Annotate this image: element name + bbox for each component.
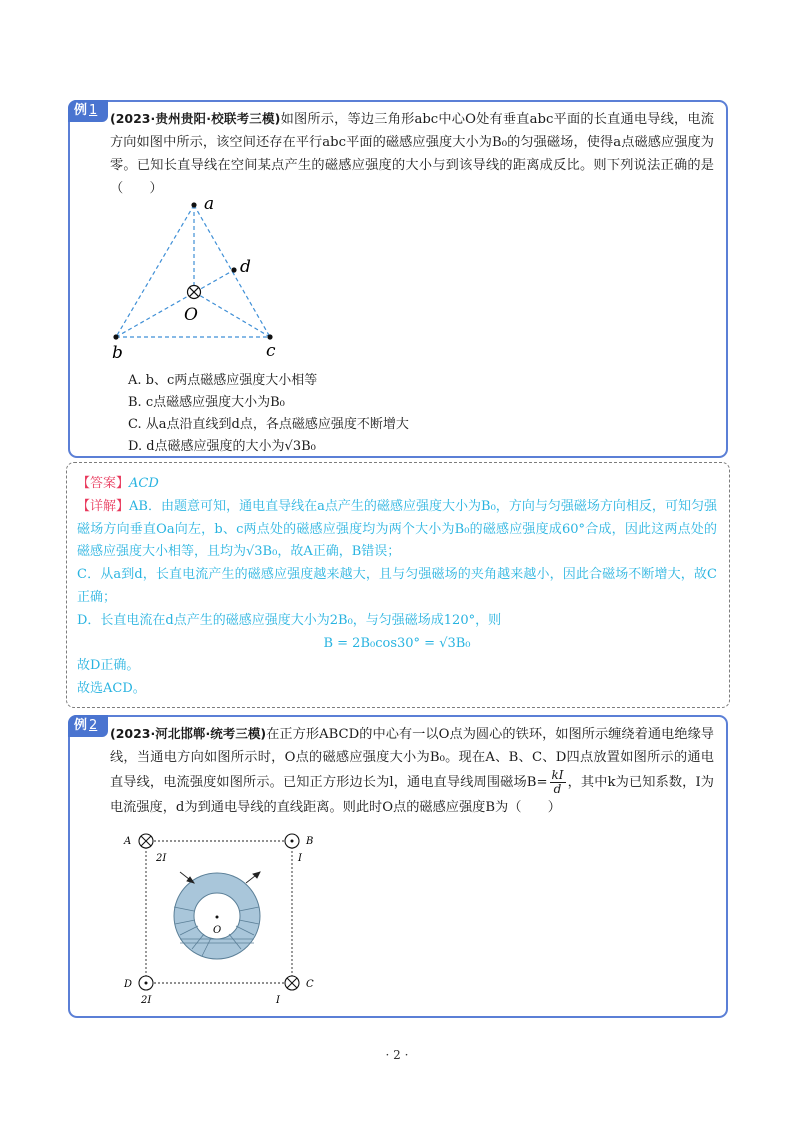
- current-into-page-icon: [188, 286, 201, 299]
- label-d: d: [240, 257, 251, 277]
- point-o: [216, 916, 219, 919]
- detail-line-5: 故选ACD。: [77, 681, 146, 697]
- answer-line: [77, 473, 717, 496]
- label-b: b: [112, 343, 123, 362]
- point-a: [191, 202, 196, 207]
- detail-line-1: 【详解】AB．由题意可知，通电直导线在a点产生的磁感应强度大小为B₀，方向与匀强磁场方向相反，可知匀强磁场方向垂直Oa向左，b、c两点处的磁感应强度均为两个大小为B₀的磁感应强度成60°合成，因此这两点处的磁感应强度大小相等，且均为√3B₀，故A正确，B错误；: [77, 498, 717, 560]
- example-2-card: [68, 715, 728, 1018]
- page-number: · 2 ·: [385, 1048, 409, 1062]
- question-source: (2023·贵州贵阳·校联考三模): [110, 111, 281, 126]
- wire-d-out-of-page-icon: [139, 976, 153, 990]
- question-stem: (2023·河北邯郸·统考三模)在正方形ABCD的中心有一以O点为圆心的铁环，如图所示缠绕着通电绝缘导线，当通电方向如图所示时，O点的磁感应强度大小为B₀。现在A、B、C、D四点放置如图所示的通电直导线，电流强度如图所示。已知正方形边长为l，通电直导线周围磁场B= $\frac{kI}{d}$ ，其中k为已知系数，I为电流强度，d为到通电导线的直线距离。则此时O点的磁感应强度B为（ ）: [110, 726, 714, 815]
- point-d: [231, 267, 236, 272]
- example-tag: 例 2: [68, 715, 108, 737]
- label-A: A: [124, 836, 132, 847]
- answer-box: [66, 462, 730, 708]
- fraction: $\frac{kI}{d}$: [551, 768, 564, 796]
- answer-label: 【答案】: [77, 476, 130, 491]
- square-ring-figure: [110, 827, 340, 1017]
- label-C: C: [306, 979, 314, 990]
- detail-line-2: C．从a到d，长直电流产生的磁感应强度越来越大，且与匀强磁场的夹角越来越小，因此合磁场不断增大，故C正确；: [77, 567, 717, 605]
- label-o: O: [213, 925, 222, 936]
- current-A: 2I: [156, 853, 167, 864]
- question-source: (2023·河北邯郸·统考三模): [110, 726, 267, 741]
- detail-line-3: D．长直电流在d点产生的磁感应强度大小为2B₀，与匀强磁场成120°，则: [77, 612, 502, 628]
- point-b: [113, 334, 118, 339]
- wire-b-out-of-page-icon: [285, 834, 299, 848]
- question-text: 如图所示，等边三角形abc中心O处有垂直abc平面的长直通电导线，电流方向如图中所示，该空间还存在平行abc平面的磁感应强度大小为B₀的匀强磁场，使得a点磁感应强度为零。已知长直导线在空间某点产生的磁感应强度的大小与到该导线的距离成反比。则下列说法正确的是（ ）: [110, 112, 714, 196]
- current-B: I: [298, 853, 302, 864]
- detail-line-4: 故D正确。: [77, 658, 140, 674]
- label-c: c: [266, 341, 276, 361]
- wire-c-into-page-icon: [285, 976, 299, 990]
- option-d: D. d点磁感应强度的大小为√3B₀: [128, 439, 316, 454]
- detail-label: 【详解】: [77, 498, 130, 514]
- detail-formula: B = 2B₀cos30° = √3B₀: [323, 635, 471, 651]
- example-tag: 例 1: [68, 100, 108, 122]
- answer-value: ACD: [129, 476, 159, 491]
- option-a: A. b、c两点磁感应强度大小相等: [128, 373, 318, 388]
- label-a: a: [204, 194, 215, 214]
- option-b: B. c点磁感应强度大小为B₀: [128, 395, 285, 410]
- example-1-card: [68, 100, 728, 458]
- wire-a-into-page-icon: [139, 834, 153, 848]
- label-B: B: [306, 836, 314, 847]
- label-D: D: [124, 979, 133, 990]
- current-D: 2I: [141, 995, 152, 1006]
- point-c: [267, 334, 272, 339]
- triangle-figure: [100, 182, 300, 362]
- option-c: C. 从a点沿直线到d点，各点磁感应强度不断增大: [128, 417, 409, 432]
- options-list: [128, 370, 409, 458]
- label-o: O: [184, 305, 198, 325]
- current-C: I: [276, 995, 280, 1006]
